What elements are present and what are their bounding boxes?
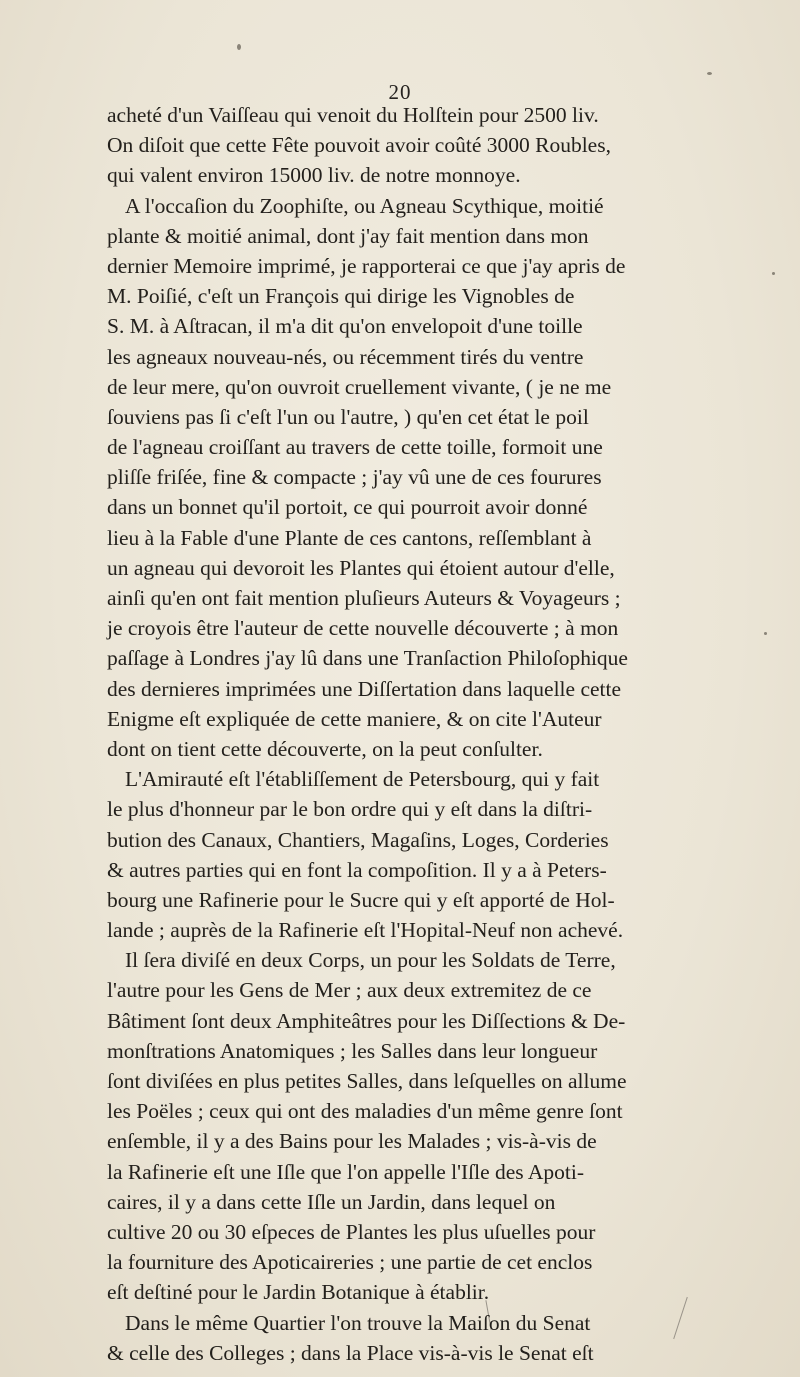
text-line: M. Poiſié, c'eſt un François qui dirige les Vignobles de bbox=[107, 284, 575, 309]
text-line: Bâtiment ſont deux Amphiteâtres pour les Diſſections & De- bbox=[107, 1008, 626, 1033]
text-line: paſſage à Londres j'ay lû dans une Tranſaction Philoſophique bbox=[107, 646, 628, 671]
text-line: Il ſera diviſé en deux Corps, un pour les Soldats de Terre, bbox=[125, 948, 616, 973]
text-line: je croyois être l'auteur de cette nouvelle découverte ; à mon bbox=[107, 616, 619, 641]
text-line: le plus d'honneur par le bon ordre qui y eſt dans la diſtri- bbox=[107, 797, 593, 822]
text-line: enſemble, il y a des Bains pour les Malades ; vis-à-vis de bbox=[107, 1129, 597, 1154]
text-line: de leur mere, qu'on ouvroit cruellement vivante, ( je ne me bbox=[107, 374, 612, 399]
text-line: bution des Canaux, Chantiers, Magaſins, Loges, Corderies bbox=[107, 827, 609, 852]
text-line: Enigme eſt expliquée de cette maniere, & on cite l'Auteur bbox=[107, 706, 602, 731]
paper-speck bbox=[707, 72, 712, 75]
text-line: Dans le même Quartier l'on trouve la Maiſon du Senat bbox=[125, 1310, 591, 1335]
text-line: eſt deſtiné pour le Jardin Botanique à établir. bbox=[107, 1280, 490, 1305]
text-line: l'autre pour les Gens de Mer ; aux deux extremitez de ce bbox=[107, 978, 592, 1003]
text-line: dans un bonnet qu'il portoit, ce qui pourroit avoir donné bbox=[107, 495, 588, 520]
text-line: un agneau qui devoroit les Plantes qui étoient autour d'elle, bbox=[107, 555, 615, 580]
text-line: & celle des Colleges ; dans la Place vis-à-vis le Senat eſt bbox=[107, 1340, 594, 1365]
text-line: ainſi qu'en ont fait mention pluſieurs Auteurs & Voyageurs ; bbox=[107, 586, 621, 610]
text-line: plante & moitié animal, dont j'ay fait mention dans mon bbox=[107, 223, 589, 248]
text-line: les agneaux nouveau-nés, ou récemment tirés du ventre bbox=[107, 344, 584, 369]
paper-speck bbox=[237, 44, 241, 50]
text-line: A l'occaſion du Zoophiſte, ou Agneau Scythique, moitié bbox=[125, 193, 604, 218]
text-line: dont on tient cette découverte, on la peut conſulter. bbox=[107, 736, 543, 761]
text-line: On diſoit que cette Fête pouvoit avoir coûté 3000 Roubles, bbox=[107, 133, 611, 158]
text-line: pliſſe friſée, fine & compacte ; j'ay vû une de ces fourures bbox=[107, 465, 602, 490]
text-line: S. M. à Aſtracan, il m'a dit qu'on envelopoit d'une toille bbox=[107, 314, 583, 339]
text-line: ſont diviſées en plus petites Salles, dans leſquelles on allume bbox=[107, 1069, 627, 1093]
text-line: monſtrations Anatomiques ; les Salles dans leur longueur bbox=[107, 1038, 598, 1063]
text-line: les Poëles ; ceux qui ont des maladies d'un même genre ſont bbox=[107, 1099, 623, 1124]
text-line: L'Amirauté eſt l'établiſſement de Petersbourg, qui y fait bbox=[125, 767, 600, 792]
text-line: la Rafinerie eſt une Iſle que l'on appelle l'Iſle des Apoti- bbox=[107, 1159, 584, 1184]
text-line: la fourniture des Apoticaireries ; une partie de cet enclos bbox=[107, 1250, 593, 1275]
text-line: cultive 20 ou 30 eſpeces de Plantes les plus uſuelles pour bbox=[107, 1219, 596, 1244]
text-line: dernier Memoire imprimé, je rapporterai ce que j'ay apris de bbox=[107, 253, 626, 278]
text-line: lande ; auprès de la Rafinerie eſt l'Hopital-Neuf non achevé. bbox=[107, 918, 624, 943]
text-line: des dernieres imprimées une Diſſertation dans laquelle cette bbox=[107, 676, 622, 701]
text-line: ſouviens pas ſi c'eſt l'un ou l'autre, ) qu'en cet état le poil bbox=[107, 404, 589, 429]
page-number: 20 bbox=[388, 80, 412, 104]
text-line: bourg une Rafinerie pour le Sucre qui y eſt apporté de Hol- bbox=[107, 887, 615, 912]
text-line: acheté d'un Vaiſſeau qui venoit du Holſtein pour 2500 liv. bbox=[107, 103, 599, 127]
text-line: qui valent environ 15000 liv. de notre monnoye. bbox=[107, 163, 521, 188]
text-line: caires, il y a dans cette Iſle un Jardin, dans lequel on bbox=[107, 1189, 556, 1214]
text-line: & autres parties qui en font la compoſition. Il y a à Peters- bbox=[107, 857, 607, 882]
body-text bbox=[107, 100, 797, 1368]
text-line: lieu à la Fable d'une Plante de ces cantons, reſſemblant à bbox=[107, 525, 592, 550]
text-line: de l'agneau croiſſant au travers de cette toille, formoit une bbox=[107, 435, 603, 460]
